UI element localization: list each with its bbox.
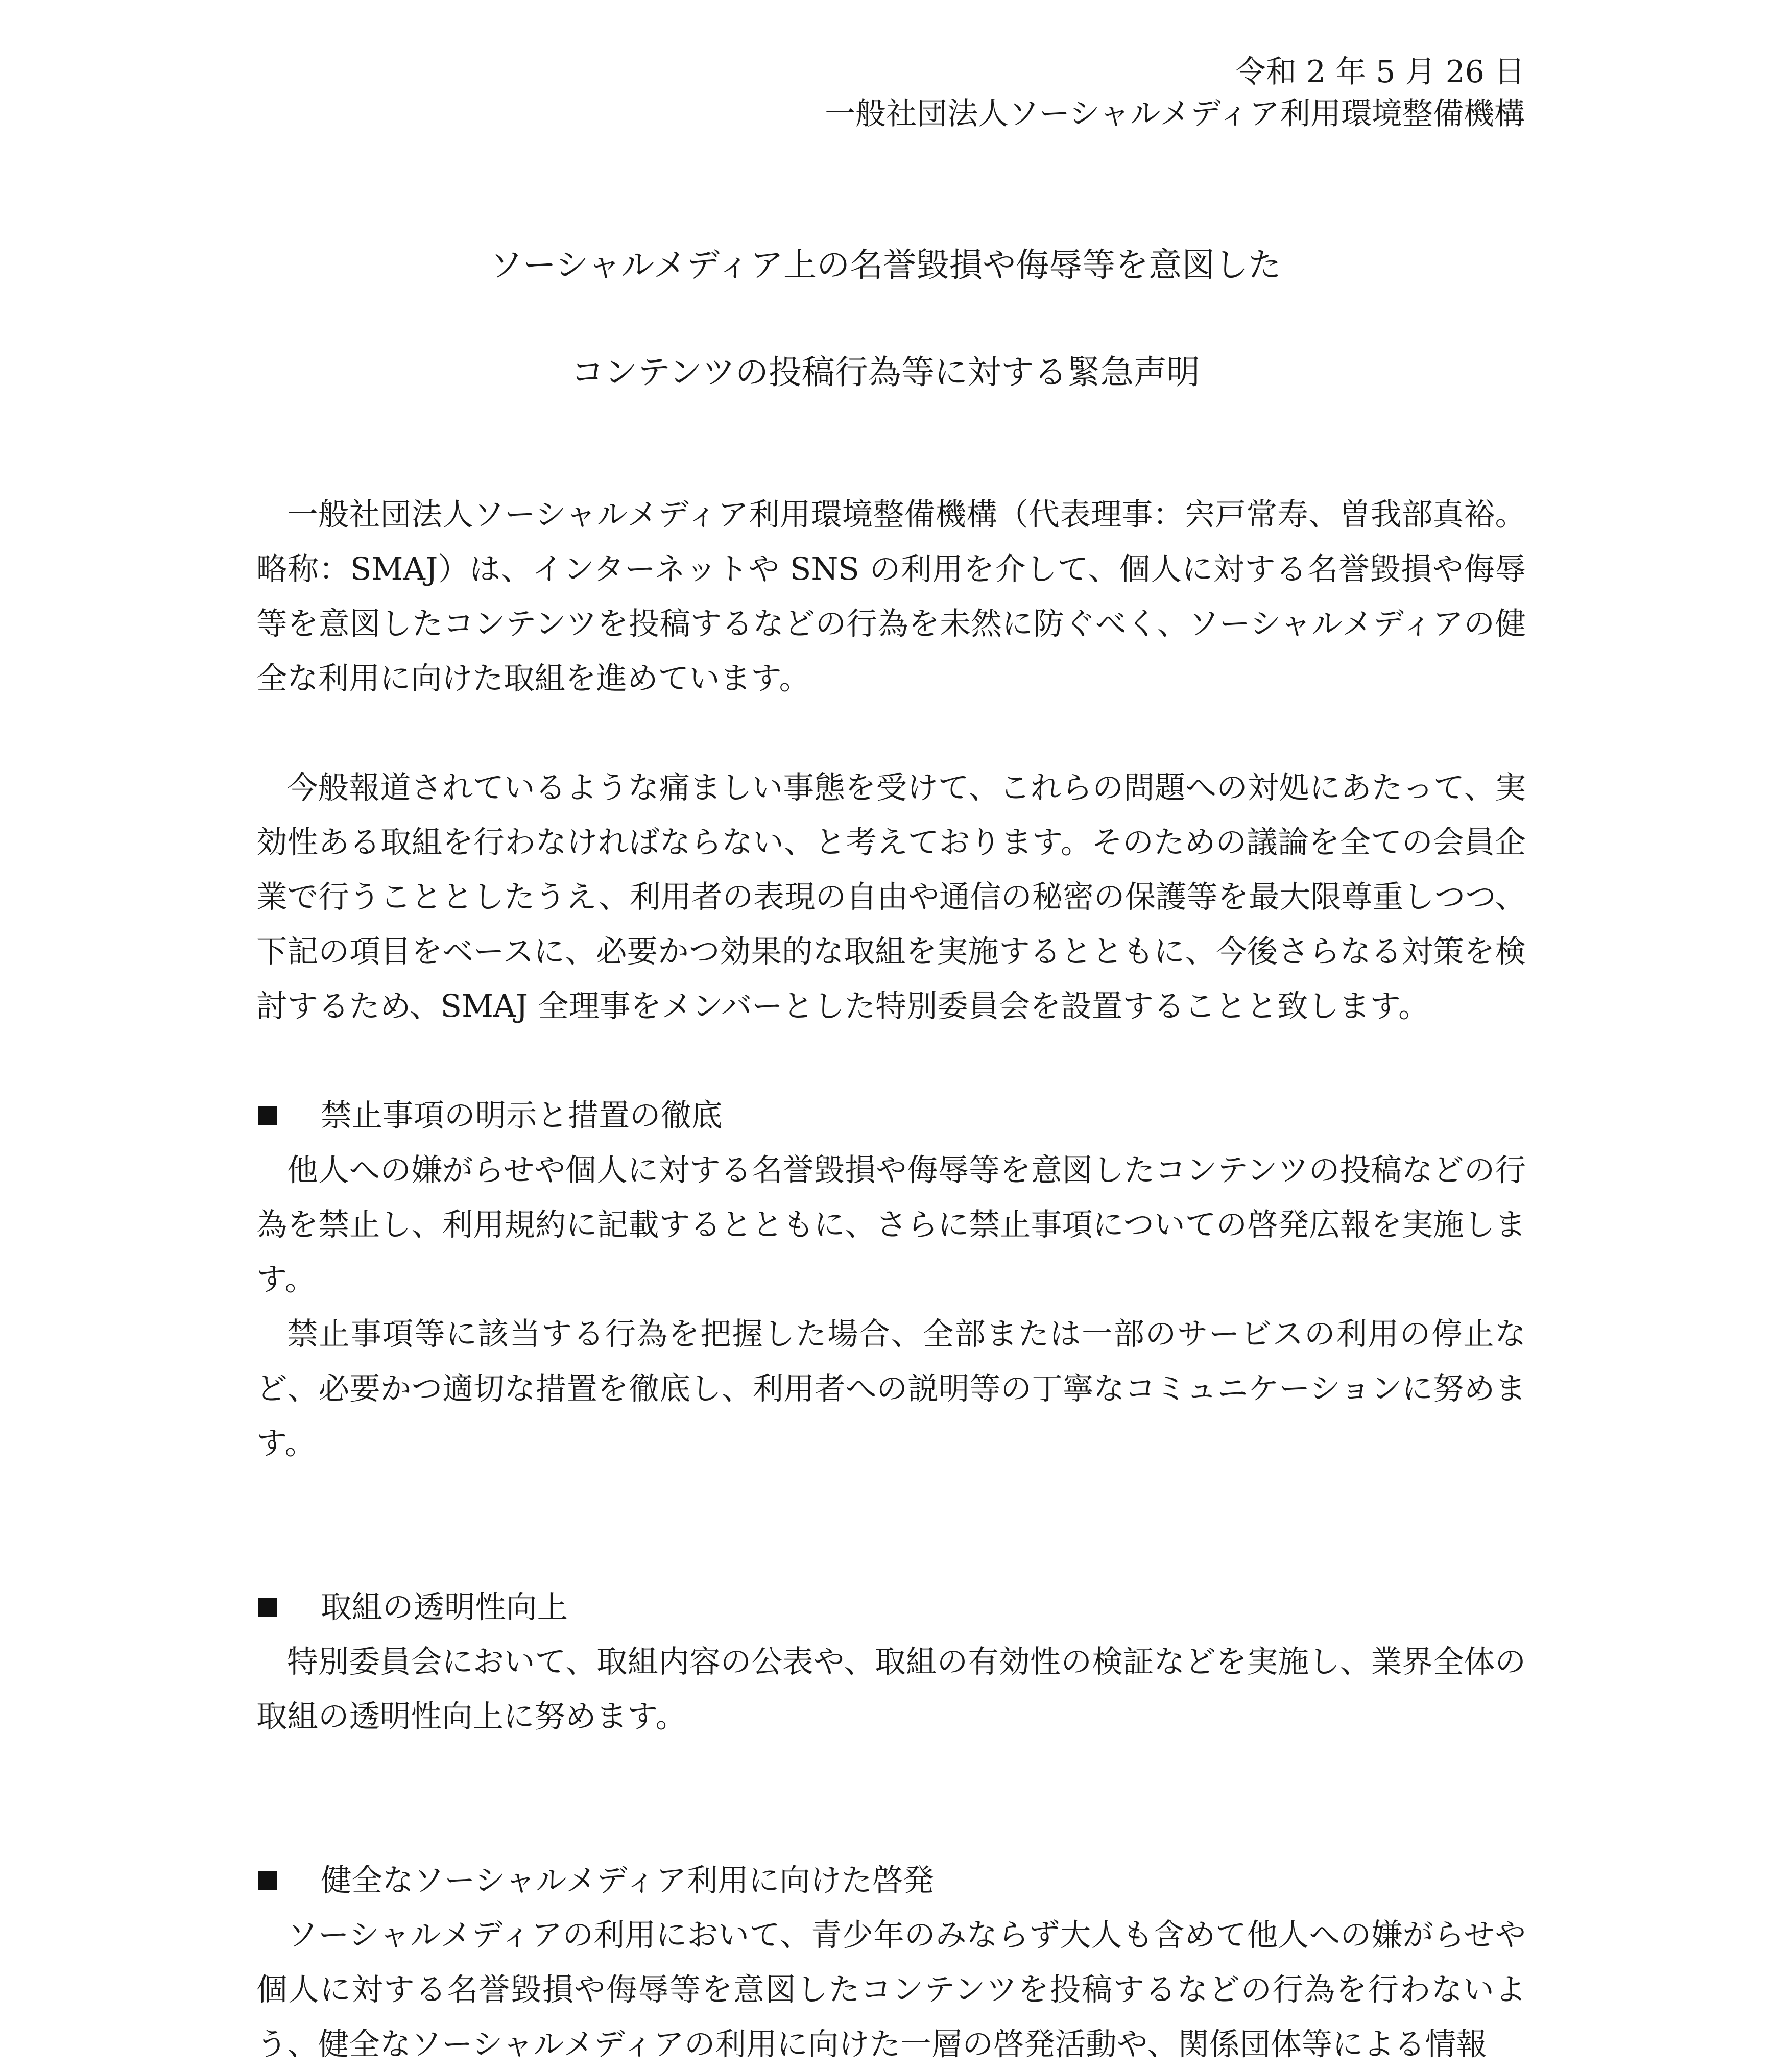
section-transparency: [256, 1580, 1526, 1744]
paragraph-spacer: [256, 1471, 1526, 1526]
document-body: [256, 488, 1526, 2072]
section-prohibited-matters: [256, 1089, 1526, 1471]
section-heading-text: 取組の透明性向上: [321, 1589, 568, 1625]
section-paragraph: 特別委員会において、取組内容の公表や、取組の有効性の検証などを実施し、業界全体の取組の透明性向上に努めます。: [256, 1644, 1526, 1734]
paragraph-spacer: [256, 1526, 1526, 1580]
section-heading-text: 健全なソーシャルメディア利用に向けた啓発: [321, 1863, 934, 1898]
paragraph-spacer: [256, 1744, 1526, 1799]
section-paragraph: ソーシャルメディアの利用において、青少年のみならず大人も含めて他人への嫌がらせや個人に対する名誉毀損や侮辱等を意図したコンテンツを投稿するなどの行為を行わないよう、健全なソーシャルメディアの利用に向けた一層の啓発活動や、関係団体等による情報: [256, 1917, 1526, 2062]
section-paragraph: 禁止事項等に該当する行為を把握した場合、全部または一部のサービスの利用の停止など、必要かつ適切な措置を徹底し、利用者への説明等の丁寧なコミュニケーションに努めます。: [256, 1316, 1526, 1461]
issue-date: 令和 2 年 5 月 26 日: [1235, 54, 1525, 90]
square-bullet-icon: [258, 1598, 277, 1617]
section-heading: [256, 1853, 1526, 1908]
section-awareness: [256, 1853, 1526, 2072]
title-line-1: ソーシャルメディア上の名誉毀損や侮辱等を意図した: [489, 246, 1282, 284]
issuing-organization: 一般社団法人ソーシャルメディア利用環境整備機構: [825, 96, 1525, 132]
section-heading: [256, 1580, 1526, 1635]
paragraph-spacer: [256, 706, 1526, 761]
section-heading-text: 禁止事項の明示と措置の徹底: [321, 1098, 723, 1134]
square-bullet-icon: [258, 1871, 277, 1890]
second-paragraph: 今般報道されているような痛ましい事態を受けて、これらの問題への対処にあたって、実効性ある取組を行わなければならない、と考えております。そのための議論を全ての会員企業で行うこととしたうえ、利用者の表現の自由や通信の秘密の保護等を最大限尊重しつつ、下記の項目をベースに、必要かつ効果的な取組を実施するとともに、今後さらなる対策を検討するため、SMAJ 全理事をメンバーとした特別委員会を設置することと致します。: [256, 770, 1526, 1024]
section-paragraph: 他人への嫌がらせや個人に対する名誉毀損や侮辱等を意図したコンテンツの投稿などの行為を禁止し、利用規約に記載するとともに、さらに禁止事項についての啓発広報を実施します。: [256, 1152, 1526, 1297]
document-header: [825, 51, 1525, 135]
intro-paragraph: 一般社団法人ソーシャルメディア利用環境整備機構（代表理事：宍戸常寿、曽我部真裕。略称：SMAJ）は、インターネットや SNS の利用を介して、個人に対する名誉毀損や侮辱等を意図したコンテンツを投稿するなどの行為を未然に防ぐべく、ソーシャルメディアの健全な利用に向けた取組を進めています。: [256, 497, 1526, 696]
square-bullet-icon: [258, 1106, 277, 1125]
document-title: [0, 240, 1771, 454]
paragraph-spacer: [256, 1034, 1526, 1089]
title-line-2: コンテンツの投稿行為等に対する緊急声明: [571, 353, 1200, 392]
section-heading: [256, 1089, 1526, 1143]
paragraph-spacer: [256, 1799, 1526, 1853]
